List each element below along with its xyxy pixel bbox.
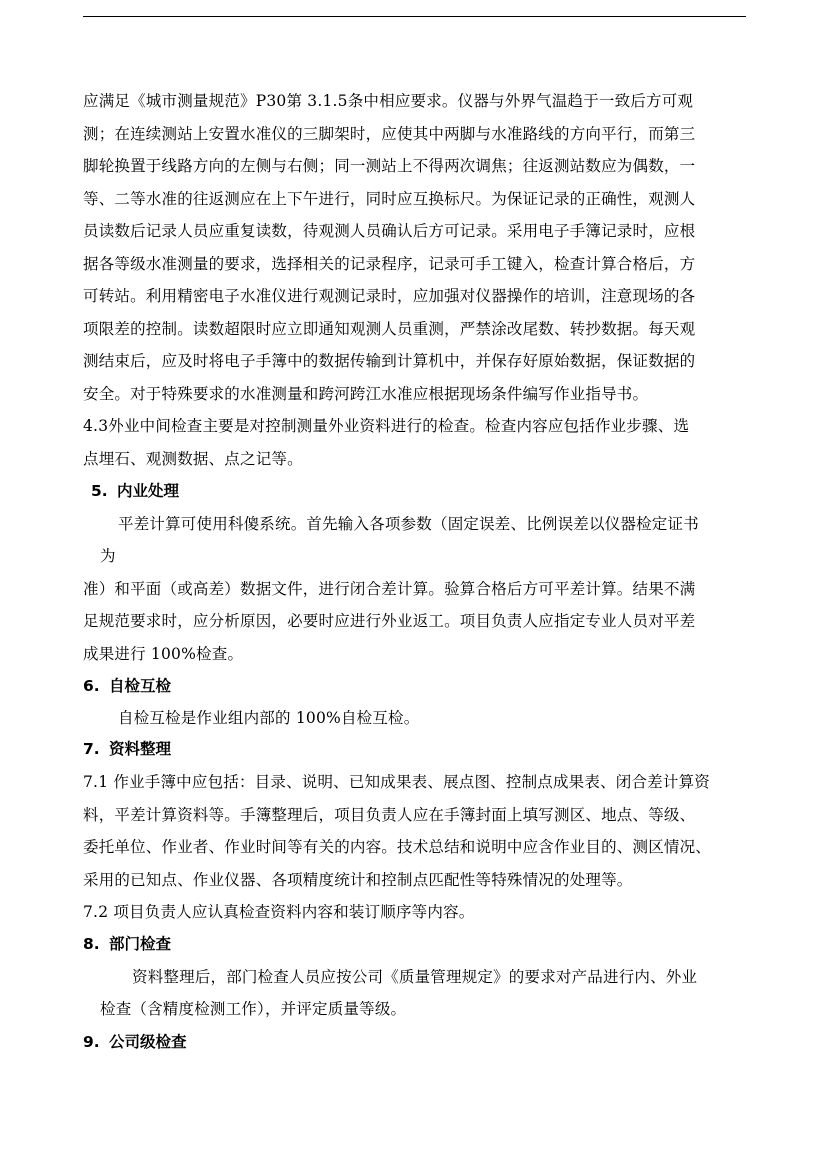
text-line: 资料整理后，部门检查人员应按公司《质量管理规定》的要求对产品进行内、外业	[132, 968, 698, 986]
text-line: 员读数后记录人员应重复读数，待观测人员确认后方可记录。采用电子手簿记录时，应根	[83, 222, 696, 240]
text-line: 应满足《城市测量规范》P30第 3.1.5条中相应要求。仪器与外界气温趋于一致后方可观	[83, 92, 694, 110]
text-line: 项限差的控制。读数超限时应立即通知观测人员重测，严禁涂改尾数、转抄数据。每天观	[83, 320, 696, 338]
section-title: 自检互检	[109, 677, 172, 695]
text-line: 自检互检是作业组内部的 100%自检互检。	[118, 709, 420, 727]
header-rule	[83, 16, 746, 17]
text-line: 准）和平面（或高差）数据文件，进行闭合差计算。验算合格后方可平差计算。结果不满	[83, 580, 696, 598]
text-line: 检查（含精度检测工作），并评定质量等级。	[100, 1000, 407, 1018]
text-line: 7.2 项目负责人应认真检查资料内容和装订顺序等内容。	[83, 903, 475, 921]
text-line: 脚轮换置于线路方向的左侧与右侧；同一测站上不得两次调焦；往返测站数应为偶数，一	[83, 157, 696, 175]
text-line: 可转站。利用精密电子水准仪进行观测记录时，应加强对仪器操作的培训，注意现场的各	[83, 287, 696, 305]
section-number: 5.	[91, 482, 108, 500]
text-line: 4.3外业中间检查主要是对控制测量外业资料进行的检查。检查内容应包括作业步骤、选	[83, 417, 690, 435]
text-line: 采用的已知点、作业仪器、各项精度统计和控制点匹配性等特殊情况的处理等。	[83, 871, 633, 889]
section-title: 部门检查	[109, 935, 172, 953]
section-heading-5	[91, 481, 179, 501]
text-line: 7.1 作业手簿中应包括：目录、说明、已知成果表、展点图、控制点成果表、闭合差计算资	[83, 773, 710, 791]
text-line: 成果进行 100%检查。	[83, 645, 244, 663]
section-title: 公司级检查	[109, 1033, 187, 1051]
text-line: 安全。对于特殊要求的水准测量和跨河跨江水准应根据现场条件编写作业指导书。	[83, 385, 649, 403]
section-number: 7.	[83, 740, 100, 758]
text-line: 测；在连续测站上安置水准仪的三脚架时，应使其中两脚与水准路线的方向平行，而第三	[83, 125, 696, 143]
section-heading-6	[83, 676, 171, 696]
text-line: 料，平差计算资料等。手簿整理后，项目负责人应在手簿封面上填写测区、地点、等级、	[83, 806, 696, 824]
section-number: 8.	[83, 935, 100, 953]
text-line: 据各等级水准测量的要求，选择相关的记录程序，记录可手工键入，检查计算合格后，方	[83, 255, 696, 273]
text-line: 测结束后，应及时将电子手簿中的数据传输到计算机中，并保存好原始数据，保证数据的	[83, 352, 696, 370]
text-line: 足规范要求时，应分析原因，必要时应进行外业返工。项目负责人应指定专业人员对平差	[83, 612, 696, 630]
section-number: 9.	[83, 1033, 100, 1051]
text-line: 平差计算可使用科傻系统。首先输入各项参数（固定误差、比例误差以仪器检定证书	[118, 515, 699, 533]
text-line: 委托单位、作业者、作业时间等有关的内容。技术总结和说明中应含作业目的、测区情况、	[83, 838, 712, 856]
section-heading-9	[83, 1032, 187, 1052]
text-line: 点埋石、观测数据、点之记等。	[83, 450, 303, 468]
section-title: 内业处理	[117, 482, 180, 500]
section-number: 6.	[83, 677, 100, 695]
text-line: 等、二等水准的往返测应在上下午进行，同时应互换标尺。为保证记录的正确性，观测人	[83, 190, 696, 208]
section-heading-7	[83, 739, 171, 759]
section-heading-8	[83, 934, 171, 954]
section-title: 资料整理	[109, 740, 172, 758]
text-line: 为	[100, 547, 116, 565]
